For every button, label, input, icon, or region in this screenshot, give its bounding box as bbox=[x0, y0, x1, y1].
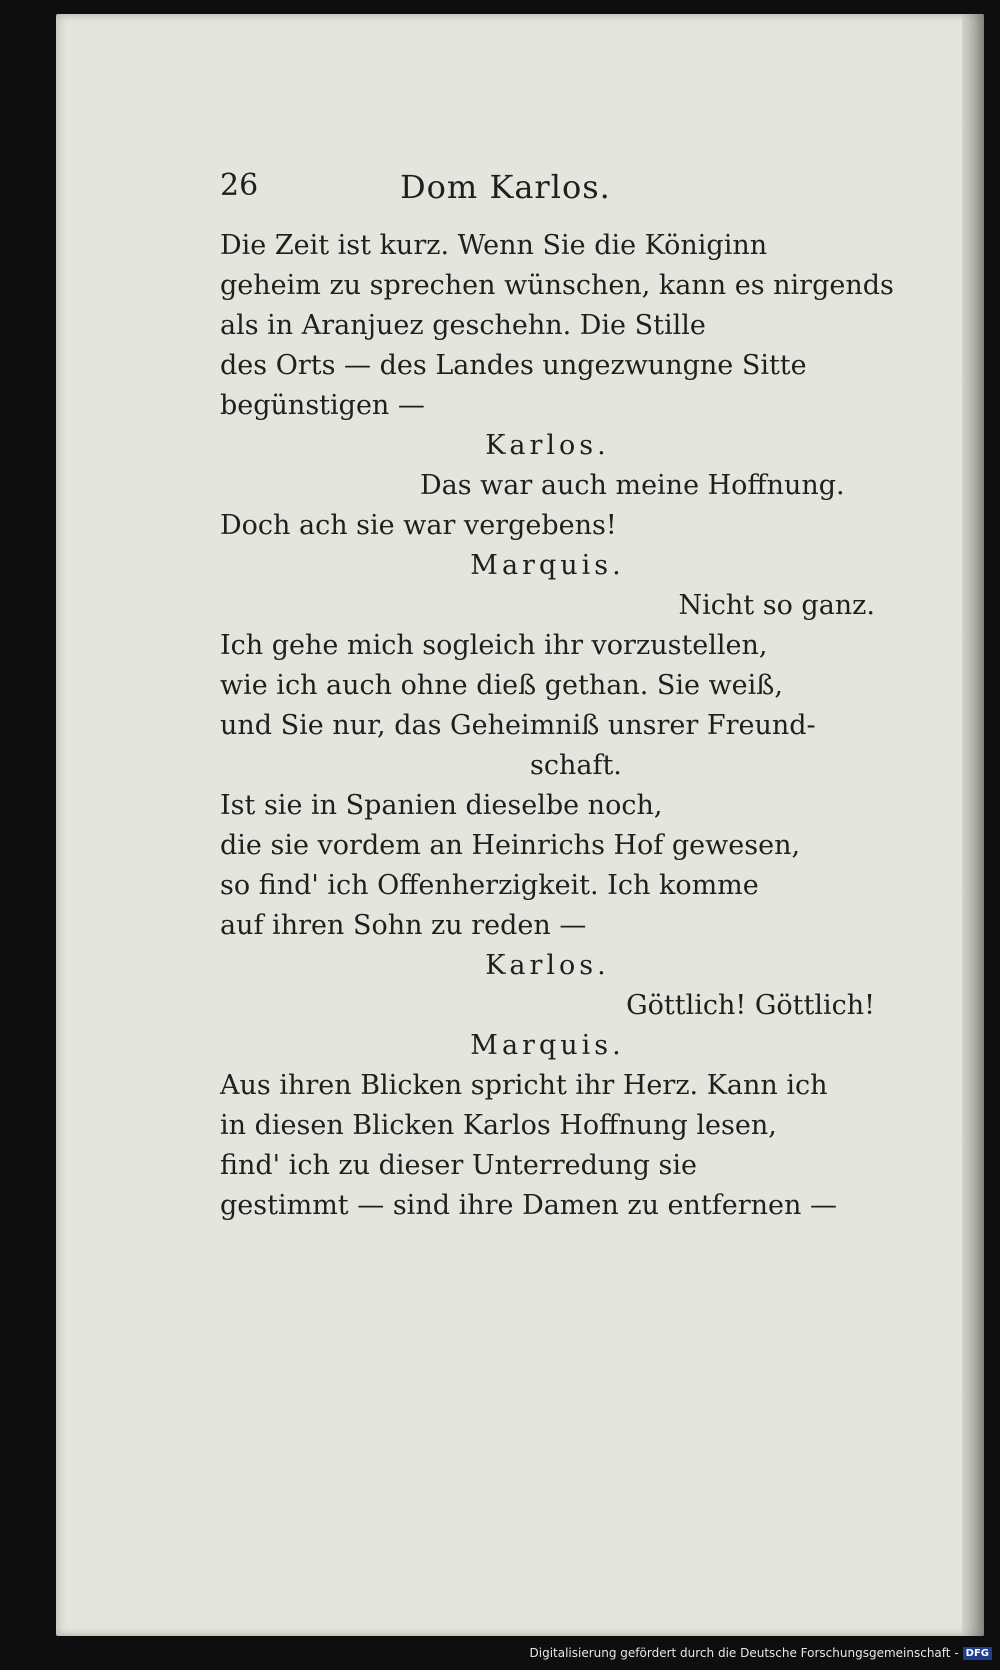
verse-line: Göttlich! Göttlich! bbox=[626, 990, 875, 1021]
verse-line: als in Aranjuez geschehn. Die Stille bbox=[220, 310, 706, 341]
page-number: 26 bbox=[220, 168, 259, 203]
speaker-name bbox=[220, 946, 875, 986]
verse-line: auf ihren Sohn zu reden — bbox=[220, 910, 587, 941]
speaker-label: Karlos. bbox=[485, 430, 610, 461]
verse-line: Das war auch meine Hoffnung. bbox=[420, 470, 845, 501]
footer-credit-bar bbox=[0, 1642, 1000, 1664]
verse-line: schaft. bbox=[530, 750, 622, 781]
verse-line: Die Zeit ist kurz. Wenn Sie die Königinn bbox=[220, 230, 768, 261]
verse-line: find' ich zu dieser Unterredung sie bbox=[220, 1150, 697, 1181]
page-header bbox=[220, 168, 875, 226]
speaker-label: Karlos. bbox=[485, 950, 610, 981]
speaker-name bbox=[220, 426, 875, 466]
running-title: Dom Karlos. bbox=[400, 168, 611, 206]
verse-line: so find' ich Offenherzigkeit. Ich komme bbox=[220, 870, 759, 901]
verse-line: und Sie nur, das Geheimniß unsrer Freund- bbox=[220, 710, 816, 741]
verse-lines bbox=[220, 226, 894, 1226]
verse-line: in diesen Blicken Karlos Hoffnung lesen, bbox=[220, 1110, 777, 1141]
page-gutter bbox=[962, 14, 984, 1636]
verse-line: Ich gehe mich sogleich ihr vorzustellen, bbox=[220, 630, 768, 661]
dfg-logo: DFG bbox=[963, 1647, 992, 1660]
verse-line: des Orts — des Landes ungezwungne Sitte bbox=[220, 350, 807, 381]
speaker-name bbox=[220, 1026, 875, 1066]
text-block bbox=[220, 168, 894, 1226]
verse-line: begünstigen — bbox=[220, 390, 425, 421]
verse-line: die sie vordem an Heinrichs Hof gewesen, bbox=[220, 830, 801, 861]
verse-line: Nicht so ganz. bbox=[678, 590, 875, 621]
verse-line: Ist sie in Spanien dieselbe noch, bbox=[220, 790, 663, 821]
footer-credit: Digitalisierung gefördert durch die Deutsche Forschungsgemeinschaft - bbox=[529, 1646, 959, 1660]
speaker-label: Marquis. bbox=[470, 550, 625, 581]
speaker-label: Marquis. bbox=[470, 1030, 625, 1061]
speaker-name bbox=[220, 546, 875, 586]
verse-line: gestimmt — sind ihre Damen zu entfernen — bbox=[220, 1190, 837, 1221]
verse-line: Aus ihren Blicken spricht ihr Herz. Kann ich bbox=[220, 1070, 828, 1101]
verse-line: wie ich auch ohne dieß gethan. Sie weiß, bbox=[220, 670, 783, 701]
verse-line: Doch ach sie war vergebens! bbox=[220, 510, 617, 541]
verse-line: geheim zu sprechen wünschen, kann es nirgends bbox=[220, 270, 894, 301]
